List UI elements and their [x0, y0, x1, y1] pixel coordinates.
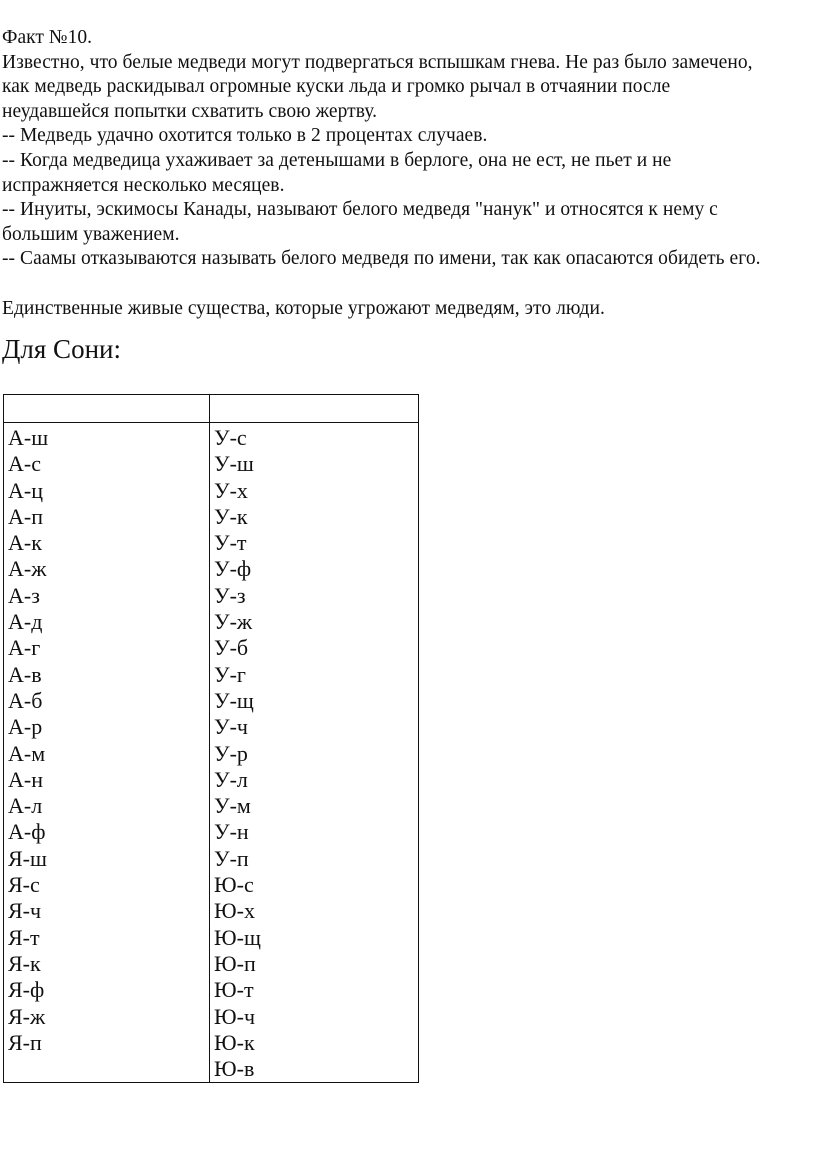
pair-cell: У-к [214, 503, 248, 529]
pair-cell: У-щ [214, 687, 254, 713]
pair-cell: А-б [8, 687, 43, 713]
fact-bullet-line: большим уважением. [2, 223, 180, 245]
pair-cell: Ю-к [214, 1029, 255, 1055]
pair-cell: Я-с [8, 872, 40, 898]
pair-cell: А-з [8, 582, 40, 608]
pair-cell: А-м [8, 740, 46, 766]
table-header-row [4, 395, 419, 423]
fact-conclusion: Единственные живые существа, которые угрожают медведям, это люди. [2, 297, 605, 319]
pair-cell: Ю-в [214, 1056, 255, 1082]
pair-cell: У-п [214, 845, 249, 871]
pair-cell: Я-к [8, 950, 41, 976]
pair-cell: Я-ш [8, 845, 47, 871]
pair-cell: У-т [214, 530, 247, 556]
column-a-ya [4, 423, 210, 1083]
pair-cell: У-р [214, 740, 248, 766]
pair-cell: А-в [8, 661, 42, 687]
pair-cell: А-ш [8, 425, 49, 450]
pair-cell: Я-п [8, 1029, 42, 1055]
pair-cell: Я-ж [8, 1003, 46, 1029]
pair-cell: У-г [214, 661, 246, 687]
letter-pairs-table [3, 394, 419, 1083]
pair-cell: У-л [214, 766, 248, 792]
pair-cell: А-р [8, 714, 43, 740]
pair-cell: У-з [214, 582, 246, 608]
pair-cell: А-д [8, 609, 43, 635]
pair-cell: Ю-п [214, 950, 256, 976]
pair-cell: А-ф [8, 819, 46, 845]
pair-cell: Я-ф [8, 977, 45, 1003]
pair-cell: Ю-с [214, 872, 254, 898]
fact-bullet-line: -- Медведь удачно охотится только в 2 процентах случаев. [2, 125, 488, 147]
pair-cell: А-с [8, 451, 41, 477]
pair-cell: А-л [8, 793, 43, 819]
pair-cell: У-ж [214, 609, 253, 635]
fact-paragraph-line: Известно, что белые медведи могут подвергаться вспышкам гнева. Не раз было замечено, [2, 51, 753, 73]
pair-cell: А-н [8, 766, 43, 792]
pair-cell: У-ш [214, 451, 254, 477]
pair-cell: У-ч [214, 714, 248, 740]
pair-cell: А-п [8, 503, 43, 529]
pair-cell: Ю-т [214, 977, 254, 1003]
pair-cell: Я-т [8, 924, 40, 950]
fact-bullet-line: -- Когда медведица ухаживает за детенышами в берлоге, она не ест, не пьет и не [2, 149, 672, 171]
section-title: Для Сони: [2, 334, 121, 364]
pair-cell: А-ц [8, 477, 43, 503]
fact-heading: Факт №10. [2, 27, 93, 48]
pair-cell: У-н [214, 819, 249, 845]
blank-line [2, 272, 814, 297]
column-u-yu [210, 423, 419, 1083]
fact-text-block [2, 26, 814, 321]
fact-paragraph-line: неудавшейся попытки схватить свою жертву. [2, 100, 378, 122]
pair-cell: Ю-щ [214, 924, 261, 950]
fact-bullet-line: испражняется несколько месяцев. [2, 174, 285, 196]
pair-cell: А-ж [8, 556, 47, 582]
pair-cell: А-г [8, 635, 41, 661]
pair-cell: Я-ч [8, 898, 42, 924]
table-body-row [4, 423, 419, 1083]
pair-cell: Ю-ч [214, 1003, 256, 1029]
table-header-cell-2 [210, 395, 419, 423]
pair-cell: У-х [214, 477, 248, 503]
table-header-cell-1 [4, 395, 210, 423]
fact-bullet-line: -- Саамы отказываются называть белого медведя по имени, так как опасаются обидеть его. [2, 248, 761, 270]
pair-cell: А-к [8, 530, 42, 556]
pair-cell: Ю-х [214, 898, 255, 924]
fact-paragraph-line: как медведь раскидывал огромные куски льда и громко рычал в отчаянии после [2, 76, 671, 98]
pair-cell: У-ф [214, 556, 252, 582]
pair-cell: У-с [214, 425, 247, 450]
fact-bullet-line: -- Инуиты, эскимосы Канады, называют белого медведя "нанук" и относятся к нему с [2, 199, 718, 221]
pair-cell: У-б [214, 635, 249, 661]
pair-cell: У-м [214, 793, 251, 819]
